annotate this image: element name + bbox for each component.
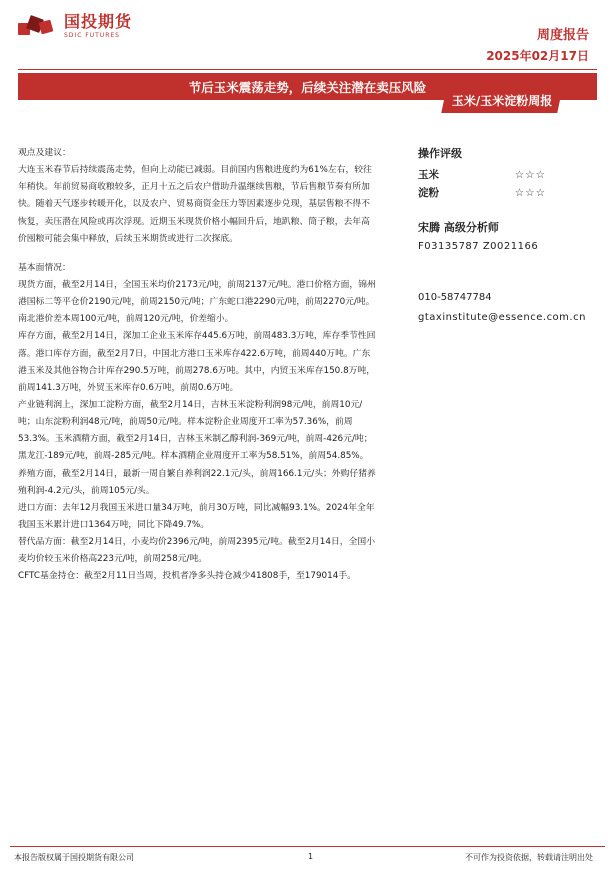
rating-title: 操作评级 — [418, 147, 462, 160]
company-logo — [18, 14, 132, 39]
rating-row — [418, 166, 546, 184]
rating-product: 淀粉 — [418, 187, 439, 200]
logo-en: SDIC FUTURES — [64, 32, 120, 39]
footer-disclaimer: 不可作为投资依据，转载请注明出处 — [465, 853, 593, 862]
view-text: 大连玉米春节后持续震荡走势，但向上动能已减弱。目前国内售粮进度约为61%左右，较往年稍快。年前贸易商收粮较多，正月十五之后农户借助升温继续售粮，节后售粮节奏有所加快。随着天气逐步转暖开化，以及农户、贸易商资金压力等因素逐步兑现，基层售粮不得不恢复，卖压潜在风险或再次浮现。近期玉米现货价格小幅回升后，地趴粮、筒子粮，去年高价囤粮可能会集中释放，后续玉米期货或进行二次探底。 — [18, 165, 372, 244]
paragraph-substitute: 替代品方面：截至2月14日，小麦均价2396元/吨，前周2395元/吨。截至2月14日，全国小麦均价较玉米价格高223元/吨，前周258元/吨。 — [18, 537, 375, 565]
fundamentals-heading: 基本面情况： — [18, 262, 71, 273]
report-date: 2025年02月17日 — [486, 49, 589, 63]
page-number: 1 — [308, 852, 314, 861]
footer-divider — [10, 846, 605, 847]
analyst-name: 宋腾 高级分析师 — [418, 220, 499, 234]
report-type: 周度报告 — [536, 28, 589, 43]
paragraph-cftc: CFTC基金持仓：截至2月11日当周，投机者净多头持仓减少41808手，至179014手。 — [18, 571, 356, 582]
analyst-phone: 010-58747784 — [418, 291, 492, 303]
footer-copyright: 本报告版权属于国投期货有限公司 — [14, 853, 134, 862]
report-tag: 玉米/玉米淀粉周报 — [451, 93, 553, 108]
paragraph-import: 进口方面：去年12月我国玉米进口量34万吨，前月30万吨，同比减幅93.1%。2024年全年我国玉米累计进口1364万吨，同比下降49.7%。 — [18, 502, 375, 530]
rating-stars: ☆☆☆ — [514, 187, 546, 200]
view-heading: 观点及建议： — [18, 148, 71, 158]
header-divider — [18, 69, 597, 70]
logo-mark-icon — [18, 15, 58, 39]
main-content — [18, 145, 376, 586]
paragraph-spot: 现货方面，截至2月14日，全国玉米均价2173元/吨，前周2137元/吨。港口价格方面，锦州港国标二等平仓价2190元/吨，前周2150元/吨；广东蛇口港2290元/吨，前周2270元/吨。南北港价差本周100元/吨，前周120元/吨，价差缩小。 — [18, 279, 376, 325]
report-title: 节后玉米震荡走势，后续关注潜在卖压风险 — [188, 79, 427, 95]
paragraph-inventory: 库存方面，截至2月14日，深加工企业玉米库存445.6万吨，前周483.3万吨，库存季节性回落。港口库存方面，截至2月7日，中国北方港口玉米库存422.6万吨，前周440万吨。广东港玉米及其他谷物合计库存290.5万吨，前周278.6万吨。其中，内贸玉米库存150.8万吨，前周141.3万吨，外贸玉米库存0.6万吨，前周0.6万吨。 — [18, 331, 376, 393]
sidebar — [418, 145, 608, 323]
tag-banner — [441, 87, 563, 113]
analyst-email[interactable]: gtaxinstitute@essence.com.cn — [418, 311, 586, 323]
rating-product: 玉米 — [418, 169, 439, 181]
rating-stars: ☆☆☆ — [514, 169, 546, 181]
paragraph-profit: 产业链利润上，深加工淀粉方面，截至2月14日，吉林玉米淀粉利润98元/吨，前周10元/吨；山东淀粉利润48元/吨，前周50元/吨。样本淀粉企业周度开工率为57.36%，前周53.3%。玉米酒精方面，截至2月14日，吉林玉米制乙醇利润-369元/吨，前周-426元/吨；黑龙江-189元/吨，前周-285元/吨。样本酒精企业周度开工率为58.51%，前周54.85%。养殖方面，截至2月14日，最新一周自繁自养利润22.1元/头，前周166.1元/头；外购仔猪养殖利润-4.2元/头，前周105元/头。 — [18, 399, 376, 496]
logo-cn: 国投期货 — [64, 12, 133, 31]
rating-row — [418, 184, 546, 202]
analyst-cert: F03135787 Z0021166 — [418, 240, 539, 252]
